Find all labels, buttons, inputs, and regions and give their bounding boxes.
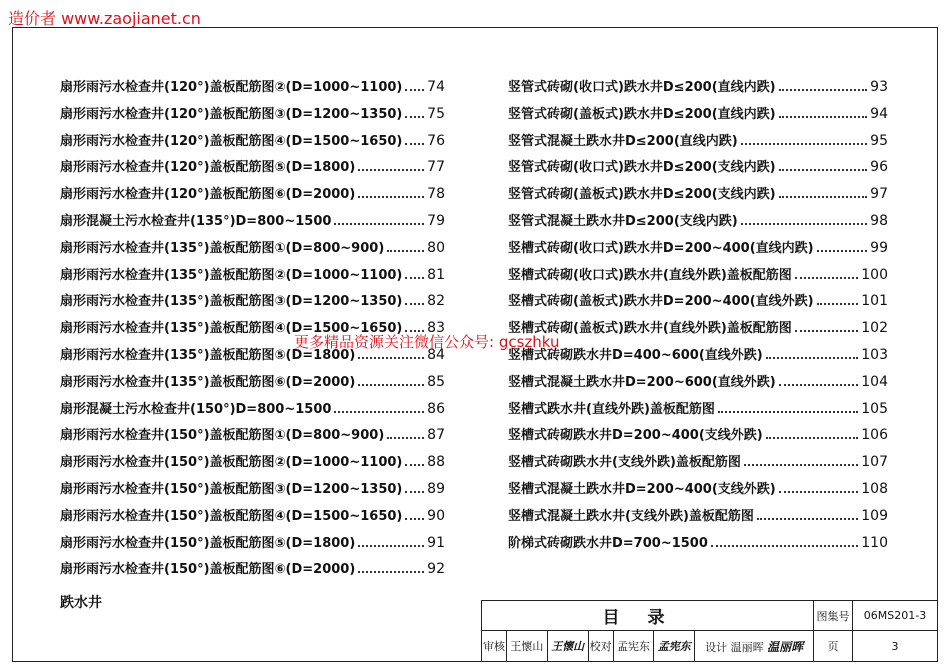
toc-entry-page: 89 bbox=[427, 480, 445, 497]
toc-entry bbox=[508, 130, 888, 157]
toc-entry-title: 扇形雨污水检查井(120°)盖板配筋图⑥(D=2000) bbox=[60, 187, 356, 203]
dot-leader bbox=[358, 384, 424, 386]
toc-entry bbox=[508, 505, 888, 532]
dot-leader bbox=[405, 518, 424, 520]
section-heading: 跌水井 bbox=[60, 595, 102, 611]
dot-leader bbox=[711, 545, 858, 547]
toc-entry-title: 扇形雨污水检查井(135°)盖板配筋图①(D=800~900) bbox=[60, 240, 385, 256]
toc-entry-title: 扇形雨污水检查井(150°)盖板配筋图①(D=800~900) bbox=[60, 428, 385, 444]
toc-entry-title: 扇形雨污水检查井(150°)盖板配筋图②(D=1000~1100) bbox=[60, 455, 403, 471]
toc-entry bbox=[508, 264, 888, 291]
toc-entry bbox=[60, 451, 445, 478]
toc-entry-title: 竖管式砖砌(收口式)跌水井D≤200(支线内跌) bbox=[508, 160, 776, 176]
toc-entry bbox=[60, 478, 445, 505]
toc-entry bbox=[508, 532, 888, 559]
design-label: 设计 bbox=[705, 640, 728, 654]
dot-leader bbox=[795, 277, 858, 279]
dot-leader bbox=[334, 411, 424, 413]
toc-entry bbox=[60, 130, 445, 157]
review-label: 审核 bbox=[482, 631, 507, 662]
toc-entry-page: 75 bbox=[427, 105, 445, 122]
dot-leader bbox=[405, 464, 424, 466]
page-label: 页 bbox=[814, 631, 853, 662]
toc-entry-page: 78 bbox=[427, 186, 445, 203]
toc-entry-title: 竖槽式砖砌(收口式)跌水井D=200~400(直线内跌) bbox=[508, 240, 814, 256]
toc-entry bbox=[60, 156, 445, 183]
toc-entry-page: 104 bbox=[861, 373, 888, 390]
reviewer-signature: 王懷山 bbox=[547, 631, 588, 662]
toc-entry-title: 阶梯式砖砌跌水井D=700~1500 bbox=[508, 535, 708, 551]
toc-entry-title: 扇形雨污水检查井(120°)盖板配筋图③(D=1200~1350) bbox=[60, 106, 403, 122]
dot-leader bbox=[358, 196, 424, 198]
drawing-title: 目录 bbox=[602, 608, 693, 628]
toc-entry-page: 88 bbox=[427, 454, 445, 471]
toc-entry-title: 扇形雨污水检查井(135°)盖板配筋图③(D=1200~1350) bbox=[60, 294, 403, 310]
toc-entry bbox=[60, 237, 445, 264]
toc-entry-page: 90 bbox=[427, 507, 445, 524]
toc-entry-title: 竖槽式砖砌(收口式)跌水井(直线外跌)盖板配筋图 bbox=[508, 267, 792, 283]
dot-leader bbox=[387, 250, 424, 252]
dot-leader bbox=[757, 518, 858, 520]
dot-leader bbox=[358, 169, 424, 171]
dot-leader bbox=[766, 437, 859, 439]
dot-leader bbox=[779, 196, 868, 198]
dot-leader bbox=[766, 357, 859, 359]
toc-entry-page: 87 bbox=[427, 427, 445, 444]
toc-entry-title: 扇形雨污水检查井(150°)盖板配筋图⑥(D=2000) bbox=[60, 562, 356, 578]
designer-name: 温丽晖 bbox=[730, 640, 764, 654]
dot-leader bbox=[779, 89, 868, 91]
atlas-number: 06MS201-3 bbox=[853, 601, 938, 631]
toc-entry-page: 105 bbox=[861, 400, 888, 417]
toc-entry-page: 109 bbox=[861, 507, 888, 524]
dot-leader bbox=[358, 357, 424, 359]
toc-entry-title: 竖管式砖砌(盖板式)跌水井D≤200(支线内跌) bbox=[508, 187, 776, 203]
toc-entry bbox=[508, 237, 888, 264]
toc-entry-page: 84 bbox=[427, 346, 445, 363]
toc-entry bbox=[60, 532, 445, 559]
dot-leader bbox=[741, 143, 867, 145]
toc-entry-page: 83 bbox=[427, 320, 445, 337]
toc-entry-page: 92 bbox=[427, 561, 445, 578]
toc-entry-page: 98 bbox=[870, 212, 888, 229]
toc-entry-page: 76 bbox=[427, 132, 445, 149]
toc-entry-page: 110 bbox=[861, 534, 888, 551]
dot-leader bbox=[795, 330, 858, 332]
dot-leader bbox=[358, 545, 424, 547]
page-number: 3 bbox=[853, 631, 938, 662]
dot-leader bbox=[387, 437, 424, 439]
toc-entry-title: 扇形雨污水检查井(150°)盖板配筋图④(D=1500~1650) bbox=[60, 508, 403, 524]
dot-leader bbox=[405, 277, 424, 279]
toc-entry bbox=[508, 103, 888, 130]
toc-entry-page: 79 bbox=[427, 212, 445, 229]
toc-entry-title: 竖槽式跌水井(直线外跌)盖板配筋图 bbox=[508, 401, 715, 417]
toc-entry bbox=[60, 264, 445, 291]
toc-entry-page: 97 bbox=[870, 186, 888, 203]
toc-entry-page: 100 bbox=[861, 266, 888, 283]
toc-entry-title: 扇形雨污水检查井(135°)盖板配筋图⑤(D=1800) bbox=[60, 347, 356, 363]
toc-right-column bbox=[508, 76, 888, 558]
watermark-wechat: 更多精品资源关注微信公众号: gcszhku bbox=[294, 333, 560, 351]
toc-entry bbox=[508, 478, 888, 505]
atlas-label: 图集号 bbox=[814, 601, 853, 631]
dot-leader bbox=[405, 89, 424, 91]
toc-entry bbox=[60, 371, 445, 398]
toc-entry-title: 扇形雨污水检查井(135°)盖板配筋图④(D=1500~1650) bbox=[60, 321, 403, 337]
toc-entry-title: 扇形雨污水检查井(120°)盖板配筋图②(D=1000~1100) bbox=[60, 80, 403, 95]
toc-entry-title: 竖槽式混凝土跌水井D=200~600(直线外跌) bbox=[508, 374, 776, 390]
toc-entry-page: 106 bbox=[861, 427, 888, 444]
toc-entry bbox=[60, 424, 445, 451]
toc-entry-page: 93 bbox=[870, 79, 888, 95]
toc-entry bbox=[60, 103, 445, 130]
dot-leader bbox=[741, 223, 867, 225]
toc-entry-title: 扇形雨污水检查井(135°)盖板配筋图⑥(D=2000) bbox=[60, 374, 356, 390]
toc-entry-page: 108 bbox=[861, 480, 888, 497]
dot-leader bbox=[817, 250, 868, 252]
toc-entry-page: 86 bbox=[427, 400, 445, 417]
toc-entry-title: 竖槽式混凝土跌水井(支线外跌)盖板配筋图 bbox=[508, 508, 754, 524]
toc-entry-title: 竖管式砖砌(收口式)跌水井D≤200(直线内跌) bbox=[508, 80, 776, 95]
toc-entry bbox=[508, 424, 888, 451]
toc-entry bbox=[60, 558, 445, 585]
check-label: 校对 bbox=[588, 631, 613, 662]
checker-name: 孟宪东 bbox=[613, 631, 654, 662]
toc-entry-title: 竖槽式砖砌跌水井D=400~600(直线外跌) bbox=[508, 347, 763, 363]
toc-entry-page: 95 bbox=[870, 132, 888, 149]
toc-entry bbox=[60, 398, 445, 425]
toc-entry-page: 101 bbox=[861, 293, 888, 310]
toc-entry-page: 96 bbox=[870, 159, 888, 176]
toc-entry-title: 竖管式砖砌(盖板式)跌水井D≤200(直线内跌) bbox=[508, 106, 776, 122]
toc-entry-title: 扇形雨污水检查井(120°)盖板配筋图⑤(D=1800) bbox=[60, 160, 356, 176]
dot-leader bbox=[405, 116, 424, 118]
toc-entry-title: 扇形雨污水检查井(120°)盖板配筋图④(D=1500~1650) bbox=[60, 133, 403, 149]
toc-entry bbox=[508, 344, 888, 371]
toc-entry-page: 80 bbox=[427, 239, 445, 256]
toc-entry bbox=[60, 290, 445, 317]
toc-entry-page: 94 bbox=[870, 105, 888, 122]
toc-entry bbox=[508, 76, 888, 103]
toc-entry-page: 81 bbox=[427, 266, 445, 283]
toc-entry-page: 91 bbox=[427, 534, 445, 551]
toc-entry bbox=[508, 183, 888, 210]
toc-entry-page: 74 bbox=[427, 79, 445, 95]
dot-leader bbox=[744, 464, 858, 466]
dot-leader bbox=[334, 223, 424, 225]
dot-leader bbox=[817, 303, 859, 305]
toc-entry bbox=[60, 210, 445, 237]
toc-entry bbox=[60, 505, 445, 532]
toc-entry-page: 82 bbox=[427, 293, 445, 310]
dot-leader bbox=[358, 571, 424, 573]
toc-entry-title: 扇形雨污水检查井(150°)盖板配筋图⑤(D=1800) bbox=[60, 535, 356, 551]
design-cell bbox=[695, 631, 814, 662]
toc-entry-title: 竖槽式砖砌跌水井(支线外跌)盖板配筋图 bbox=[508, 455, 741, 471]
reviewer-name: 王懷山 bbox=[507, 631, 548, 662]
title-cell bbox=[482, 601, 814, 631]
toc-entry-page: 99 bbox=[870, 239, 888, 256]
toc-entry-title: 竖槽式砖砌(盖板式)跌水井(直线外跌)盖板配筋图 bbox=[508, 321, 792, 337]
toc-entry bbox=[60, 183, 445, 210]
toc-entry-page: 85 bbox=[427, 373, 445, 390]
toc-entry bbox=[508, 317, 888, 344]
dot-leader bbox=[405, 303, 424, 305]
toc-entry bbox=[60, 76, 445, 103]
toc-entry-title: 扇形雨污水检查井(135°)盖板配筋图②(D=1000~1100) bbox=[60, 267, 403, 283]
dot-leader bbox=[718, 411, 858, 413]
dot-leader bbox=[779, 491, 859, 493]
watermark-site: 造价者 www.zaojianet.cn bbox=[8, 9, 201, 28]
toc-entry bbox=[508, 451, 888, 478]
toc-entry-page: 102 bbox=[861, 320, 888, 337]
dot-leader bbox=[779, 116, 868, 118]
title-block bbox=[481, 600, 938, 662]
toc-entry-title: 竖槽式砖砌跌水井D=200~400(支线外跌) bbox=[508, 428, 763, 444]
dot-leader bbox=[405, 491, 424, 493]
toc-entry bbox=[508, 398, 888, 425]
toc-entry-title: 扇形混凝土污水检查井(150°)D=800~1500 bbox=[60, 401, 332, 417]
checker-signature: 孟宪东 bbox=[654, 631, 695, 662]
toc-entry-title: 竖管式混凝土跌水井D≤200(直线内跌) bbox=[508, 133, 738, 149]
designer-signature: 温丽晖 bbox=[767, 639, 804, 654]
toc-entry-title: 扇形雨污水检查井(150°)盖板配筋图③(D=1200~1350) bbox=[60, 481, 403, 497]
toc-entry-page: 103 bbox=[861, 346, 888, 363]
dot-leader bbox=[405, 143, 424, 145]
dot-leader bbox=[779, 384, 859, 386]
dot-leader bbox=[779, 169, 868, 171]
toc-entry bbox=[508, 371, 888, 398]
toc-entry-page: 77 bbox=[427, 159, 445, 176]
toc-entry-title: 竖槽式砖砌(盖板式)跌水井D=200~400(直线外跌) bbox=[508, 294, 814, 310]
toc-entry bbox=[508, 156, 888, 183]
toc-entry bbox=[508, 290, 888, 317]
toc-entry bbox=[508, 210, 888, 237]
toc-entry-title: 扇形混凝土污水检查井(135°)D=800~1500 bbox=[60, 213, 332, 229]
toc-entry-title: 竖管式混凝土跌水井D≤200(支线内跌) bbox=[508, 213, 738, 229]
toc-entry-page: 107 bbox=[861, 454, 888, 471]
toc-entry-title: 竖槽式混凝土跌水井D=200~400(支线外跌) bbox=[508, 481, 776, 497]
